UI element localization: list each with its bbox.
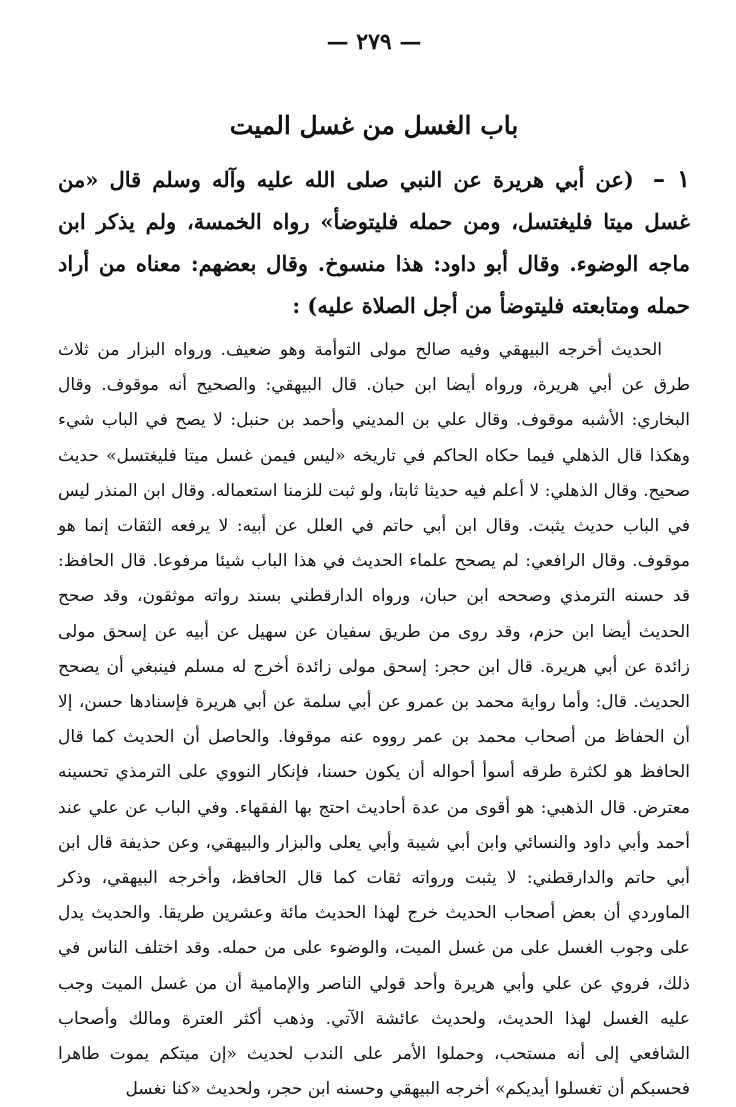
commentary-paragraph: الحديث أخرجه البيهقي وفيه صالح مولى التوأمة وهو ضعيف. ورواه البزار من ثلاث طرق عن أبي هريرة، ورواه أيضا ابن حبان. قال البيهقي: والصحيح أنه موقوف. وقال البخاري: الأشبه موقوف. وقال علي بن المديني وأحمد بن حنبل: لا يصح في الباب شيء وهكذا قال الذهلي فيما حكاه الحاكم في تاريخه «ليس فيمن غسل ميتا فليغتسل» حديث صحيح. وقال الذهلي: لا أعلم فيه حديثا ثابتا، ولو ثبت للزمنا استعماله. وقال ابن المنذر ليس في الباب حديث يثبت. وقال ابن أبي حاتم في العلل عن أبيه: لا يرفعه الثقات إنما هو موقوف. وقال الرافعي: لم يصحح علماء الحديث في هذا الباب شيئا مرفوعا. قال الحافظ: قد حسنه الترمذي وصححه ابن حبان، ورواه الدارقطني بسند رواته موثقون، وقد صحح الحديث أيضا ابن حزم، وقد روى من طريق سفيان عن سهيل عن أبيه عن إسحق مولى زائدة عن أبي هريرة. قال ابن حجر: إسحق مولى زائدة أخرج له مسلم فينبغي أن يصحح الحديث. قال: وأما رواية محمد بن عمرو عن أبي سلمة عن أبي هريرة فإسنادها حسن، إلا أن الحفاظ من أصحاب محمد بن عمر رووه عنه موقوفا. والحاصل أن الحديث كما قال الحافظ هو لكثرة طرقه أسوأ أحواله أن يكون حسنا، فإنكار النووي على الترمذي تحسينه معترض. قال الذهبي: هو أقوى من عدة أحاديث احتج بها الفقهاء. وفي الباب عن علي عند أحمد وأبي داود والنسائي وابن أبي شيبة وأبي يعلى والبزار والبيهقي، وعن حذيفة قال ابن أبي حاتم والدارقطني: لا يثبت ورواته ثقات كما قال الحافظ، وأخرجه البيهقي، وذكر الماوردي أن بعض أصحاب الحديث خرج لهذا الحديث مائة وعشرين طريقا. والحديث يدل على وجوب الغسل على من غسل الميت، والوضوء على من حمله. وقد اختلف الناس في ذلك، فروي عن علي وأبي هريرة وأحد قولي الناصر والإمامية أن من غسل الميت وجب عليه الغسل لهذا الحديث، ولحديث عائشة الآتي. وذهب أكثر العترة ومالك وأصحاب الشافعي إلى أنه مستحب، وحملوا الأمر على الندب لحديث «إن ميتكم يموت طاهرا فحسبكم أن تغسلوا أيديكم» أخرجه البيهقي وحسنه ابن حجر، ولحديث «كنا نغسل bbox=[58, 340, 690, 1100]
document-page bbox=[58, 24, 690, 1100]
hadith-text-block bbox=[58, 158, 690, 327]
chapter-title: باب الغسل من غسل الميت bbox=[229, 111, 519, 140]
hadith-text: (عن أبي هريرة عن النبي صلى الله عليه وآله وسلم قال «من غسل ميتا فليغتسل، ومن حمله فليتوضأ» رواه الخمسة، ولم يذكر ابن ماجه الوضوء. وقال أبو داود: هذا منسوخ. وقال بعضهم: معناه من أراد حمله ومتابعته فليتوضأ من أجل الصلاة عليه) : bbox=[58, 167, 690, 318]
hadith-number: ١ – bbox=[652, 164, 690, 193]
page-number: — ٢٧٩ — bbox=[326, 29, 422, 55]
